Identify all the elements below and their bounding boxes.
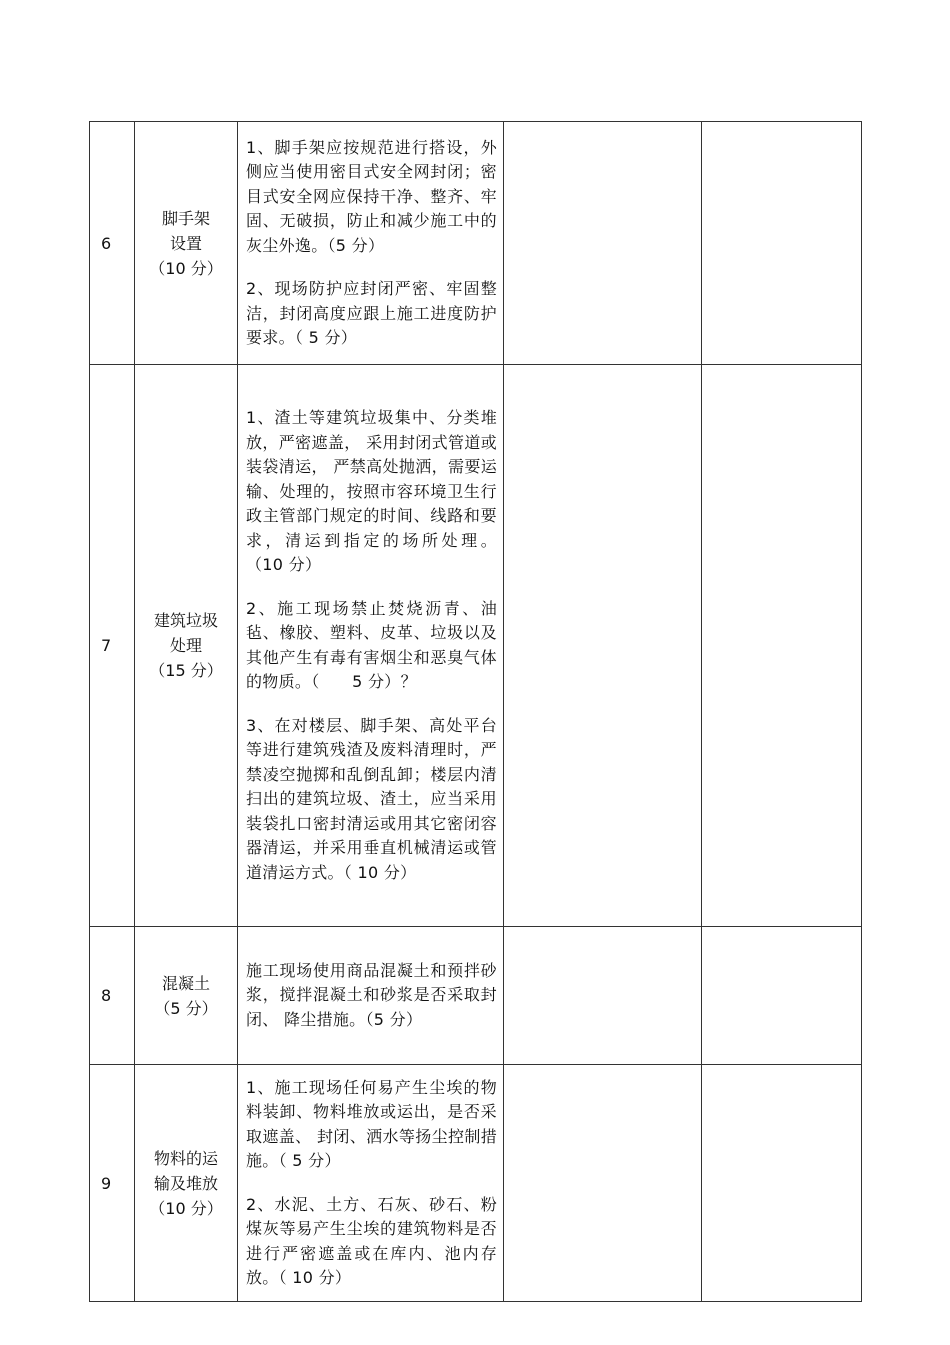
criteria-text: 1、脚手架应按规范进行搭设，外侧应当使用密目式安全网封闭；密目式安全网应保持干净、整齐、牢固、无破损，防止和减少施工中的灰尘外逸。（5 分）	[246, 137, 497, 255]
table-row	[90, 365, 862, 927]
item-score: （10 分）	[149, 258, 223, 278]
criteria-text: 1、渣土等建筑垃圾集中、分类堆放，严密遮盖， 采用封闭式管道或装袋清运， 严禁高处抛洒，需要运输、处理的，按照市容环境卫生行政主管部门规定的时间、线路和要求，清运到指定的场所处理。 （10 分）	[246, 408, 497, 574]
item-name-cell	[135, 365, 238, 927]
item-name-cell	[135, 122, 238, 365]
criteria-text: 施工现场使用商品混凝土和预拌砂浆，搅拌混凝土和砂浆是否采取封闭、 降尘措施。（5 分）	[246, 960, 497, 1029]
criteria-cell	[238, 122, 504, 365]
evaluation-cell	[504, 122, 702, 365]
criteria-cell	[238, 365, 504, 927]
item-score: （15 分）	[149, 661, 223, 680]
row-number: 7	[90, 365, 135, 927]
item-name-cell	[135, 927, 238, 1065]
inspection-table	[89, 121, 862, 1302]
evaluation-cell	[504, 1065, 702, 1302]
item-name-cell	[135, 1065, 238, 1302]
item-name-line: 设置	[169, 233, 202, 253]
table-row	[90, 122, 862, 365]
item-name-line: 脚手架	[161, 208, 210, 228]
criteria-text: 2、施工现场禁止焚烧沥青、油毡、橡胶、塑料、皮革、垃圾以及其他产生有毒有害烟尘和恶臭气体的物质。（ 5 分）？	[246, 598, 497, 691]
item-name-line: 混凝土	[161, 973, 210, 993]
evaluation-cell	[504, 365, 702, 927]
row-number: 9	[90, 1065, 135, 1302]
item-name-line: 输及堆放	[153, 1173, 218, 1193]
remarks-cell	[702, 365, 862, 927]
criteria-text: 2、现场防护应封闭严密、牢固整洁，封闭高度应跟上施工进度防护要求。（ 5 分）	[246, 279, 497, 347]
item-score: （5 分）	[154, 998, 218, 1018]
remarks-cell	[702, 927, 862, 1065]
row-number: 6	[90, 122, 135, 365]
item-name-line: 建筑垃圾	[153, 611, 218, 630]
item-name-line: 物料的运	[153, 1148, 218, 1168]
table-row	[90, 927, 862, 1065]
criteria-text: 2、水泥、土方、石灰、砂石、粉煤灰等易产生尘埃的建筑物料是否进行严密遮盖或在库内、池内存放。（ 10 分）	[246, 1194, 497, 1287]
item-name-line: 处理	[169, 636, 202, 655]
remarks-cell	[702, 1065, 862, 1302]
remarks-cell	[702, 122, 862, 365]
criteria-cell	[238, 927, 504, 1065]
table-row	[90, 1065, 862, 1302]
evaluation-cell	[504, 927, 702, 1065]
criteria-text: 1、施工现场任何易产生尘埃的物料装卸、物料堆放或运出，是否采取遮盖、 封闭、洒水等扬尘控制措施。（ 5 分）	[246, 1077, 497, 1170]
row-number: 8	[90, 927, 135, 1065]
criteria-cell	[238, 1065, 504, 1302]
criteria-text: 3、在对楼层、脚手架、高处平台等进行建筑残渣及废料清理时，严禁凌空抛掷和乱倒乱卸；楼层内清扫出的建筑垃圾、渣土，应当采用装袋扎口密封清运或用其它密闭容器清运，并采用垂直机械清运或管道清运方式。（ 10 分）	[246, 715, 497, 882]
item-score: （10 分）	[149, 1198, 223, 1218]
